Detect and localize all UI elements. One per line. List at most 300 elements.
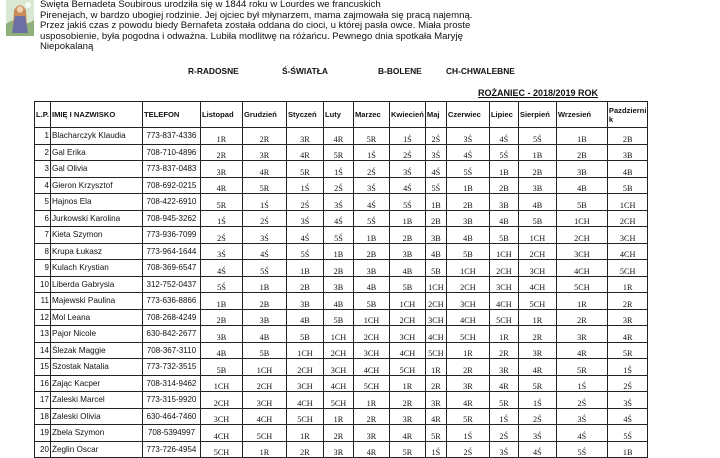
mystery-cell: 3B [323,276,353,293]
legend-chwalebne: CH-CHWALEBNE [446,66,515,76]
mystery-cell: 4CH [489,293,518,310]
participant-name: Mol Leana [50,309,142,326]
mystery-cell: 1CH [353,309,389,326]
row-number: 17 [35,392,51,409]
mystery-cell: 5CH [242,425,286,442]
mystery-cell: 3B [286,293,323,310]
mystery-cell: 3B [353,260,389,277]
mystery-cell: 5R [200,194,242,211]
mystery-cell: 5R [607,342,648,359]
participant-name: Gieron Krzysztof [50,177,142,194]
table-row [35,309,648,326]
mystery-cell: 1B [242,276,286,293]
table-row [35,227,648,244]
table-row [35,359,648,376]
mystery-cell: 2Ś [353,161,389,178]
intro-paragraph [40,0,600,53]
mystery-cell: 2CH [446,276,489,293]
mystery-cell: 5Ś [446,161,489,178]
mystery-cell: 5Ś [323,227,353,244]
mystery-cell: 3Ś [242,227,286,244]
column-header: IMIĘ I NAZWISKO [50,102,142,128]
mystery-cell: 3CH [556,243,607,260]
mystery-cell: 1Ś [323,161,353,178]
mystery-cell: 4CH [518,276,556,293]
mystery-cell: 2CH [489,260,518,277]
table-row [35,144,648,161]
mystery-cell: 4CH [242,408,286,425]
mystery-cell: 5Ś [286,243,323,260]
mystery-cell: 2R [389,392,425,409]
participant-phone: 708-314-9462 [142,375,200,392]
mystery-cell: 1Ś [489,408,518,425]
mystery-cell: 1B [518,144,556,161]
mystery-cell: 1R [425,359,446,376]
mystery-cell: 1R [556,293,607,310]
mystery-cell: 1R [489,326,518,343]
mystery-cell: 2B [607,128,648,145]
mystery-cell: 2CH [353,326,389,343]
table-row [35,425,648,442]
mystery-cell: 3CH [323,359,353,376]
mystery-cell: 4B [353,276,389,293]
mystery-cell: 2B [556,144,607,161]
row-number: 14 [35,342,51,359]
participant-phone: 773-636-8866 [142,293,200,310]
row-number: 8 [35,243,51,260]
mystery-cell: 1CH [242,359,286,376]
mystery-cell: 2R [518,326,556,343]
mystery-cell: 2B [200,309,242,326]
mystery-cell: 5R [556,359,607,376]
mystery-cell: 3R [286,128,323,145]
row-number: 7 [35,227,51,244]
mystery-cell: 2B [518,161,556,178]
mystery-cell: 5R [323,144,353,161]
mystery-cell: 5B [389,276,425,293]
mystery-cell: 4CH [389,342,425,359]
mystery-cell: 5Ś [389,194,425,211]
mystery-cell: 4CH [323,375,353,392]
mystery-cell: 4B [607,161,648,178]
mystery-cell: 1B [489,161,518,178]
mystery-cell: 1B [607,441,648,458]
column-header: Lipiec [489,102,518,128]
row-number: 15 [35,359,51,376]
table-body [35,128,648,458]
mystery-cell: 4CH [607,243,648,260]
mystery-cell: 5CH [556,276,607,293]
mystery-cell: 4R [353,441,389,458]
mystery-cell: 1R [389,375,425,392]
column-header: Marzec [353,102,389,128]
mystery-cell: 3Ś [518,425,556,442]
mystery-cell: 1Ś [556,375,607,392]
row-number: 2 [35,144,51,161]
mystery-cell: 4Ś [446,144,489,161]
column-header: Luty [323,102,353,128]
mystery-cell: 4Ś [389,177,425,194]
row-number: 19 [35,425,51,442]
mystery-cell: 4CH [556,260,607,277]
mystery-cell: 3CH [353,342,389,359]
mystery-cell: 3Ś [200,243,242,260]
mystery-cell: 1CH [607,194,648,211]
intro-line: usposobienie, była pogodna i odważna. Lubiła modlitwę na różańcu. Pewnego dnia spotkała Maryję [40,30,463,42]
column-header: Sierpień [518,102,556,128]
participant-phone: 708-367-3110 [142,342,200,359]
intro-line: Święta Bernadeta Soubirous urodziła się w 1844 roku w Lourdes we francuskich [40,0,381,10]
mystery-cell: 5CH [425,342,446,359]
mystery-cell: 2B [353,243,389,260]
mystery-cell: 5B [518,210,556,227]
mystery-cell: 5CH [446,326,489,343]
mystery-cell: 2CH [389,309,425,326]
participant-phone: 312-752-0437 [142,276,200,293]
mystery-cell: 3B [489,194,518,211]
mystery-cell: 2B [489,177,518,194]
mystery-cell: 4Ś [242,243,286,260]
rosary-schedule-table [34,101,648,458]
table-row [35,128,648,145]
mystery-cell: 3CH [607,227,648,244]
row-number: 11 [35,293,51,310]
mystery-cell: 1Ś [446,425,489,442]
mystery-cell: 5B [556,194,607,211]
row-number: 9 [35,260,51,277]
participant-name: Hajnos Ela [50,194,142,211]
column-header: Grudzień [242,102,286,128]
mystery-cell: 1Ś [518,392,556,409]
mystery-cell: 5R [389,441,425,458]
mystery-cell: 2CH [323,342,353,359]
mystery-cell: 4B [242,326,286,343]
mystery-cell: 1Ś [389,128,425,145]
mystery-cell: 2R [200,144,242,161]
participant-phone: 773-837-0483 [142,161,200,178]
participant-phone: 708-369-6547 [142,260,200,277]
mystery-cell: 2Ś [323,177,353,194]
mystery-cell: 3CH [518,260,556,277]
mystery-cell: 3Ś [489,441,518,458]
mystery-cell: 4CH [286,392,323,409]
mystery-cell: 4Ś [489,128,518,145]
legend-radosne: R-RADOSNE [188,66,239,76]
mystery-cell: 3B [607,144,648,161]
mystery-cell: 2CH [425,293,446,310]
participant-phone: 773-964-1644 [142,243,200,260]
mystery-cell: 1R [446,342,489,359]
mystery-cell: 5Ś [242,260,286,277]
mystery-cell: 3CH [200,408,242,425]
mystery-cell: 1CH [518,227,556,244]
mystery-cell: 1CH [489,243,518,260]
mystery-cell: 2Ś [446,441,489,458]
row-number: 3 [35,161,51,178]
mystery-cell: 2CH [286,359,323,376]
mystery-cell: 5R [489,392,518,409]
mystery-cell: 3B [556,161,607,178]
mystery-cell: 4B [425,243,446,260]
row-number: 20 [35,441,51,458]
mystery-cell: 4Ś [200,260,242,277]
mystery-cell: 1Ś [242,194,286,211]
participant-name: Żeglin Oscar [50,441,142,458]
row-number: 12 [35,309,51,326]
table-row [35,260,648,277]
mystery-cell: 4R [242,161,286,178]
table-row [35,177,648,194]
mystery-cell: 4B [389,260,425,277]
participant-name: Gal Olivia [50,161,142,178]
mystery-cell: 5CH [389,359,425,376]
table-row [35,441,648,458]
mystery-cell: 3Ś [607,392,648,409]
mystery-cell: 2R [425,375,446,392]
mystery-cell: 5R [353,128,389,145]
mystery-cell: 3B [425,227,446,244]
mystery-cell: 1R [323,408,353,425]
mystery-cell: 3CH [425,309,446,326]
mystery-cell: 3R [446,375,489,392]
participant-name: Blacharczyk Klaudia [50,128,142,145]
mystery-cell: 5Ś [200,276,242,293]
mystery-cell: 4R [518,359,556,376]
mystery-cell: 2Ś [389,144,425,161]
mystery-cell: 1B [446,177,489,194]
mystery-cell: 3R [556,326,607,343]
participant-name: Zaleski Olivia [50,408,142,425]
column-header: Listopad [200,102,242,128]
mystery-cell: 5CH [489,309,518,326]
mystery-cell: 3B [200,326,242,343]
mystery-cell: 5CH [607,260,648,277]
mystery-cell: 3R [607,309,648,326]
mystery-cell: 3CH [389,326,425,343]
mystery-cell: 1B [323,243,353,260]
mystery-cell: 4Ś [425,161,446,178]
mystery-cell: 5B [446,243,489,260]
participant-phone: 708-268-4249 [142,309,200,326]
mystery-cell: 3Ś [446,128,489,145]
mystery-cell: 5CH [518,293,556,310]
mystery-cell: 4Ś [353,194,389,211]
mystery-cell: 2R [286,441,323,458]
row-number: 4 [35,177,51,194]
mystery-cell: 5CH [286,408,323,425]
mystery-cell: 2Ś [200,227,242,244]
participant-phone: 773-726-4954 [142,441,200,458]
participant-name: Pajor Nicole [50,326,142,343]
mystery-cell: 2Ś [607,375,648,392]
mystery-cell: 2B [286,276,323,293]
mystery-cell: 3CH [446,293,489,310]
mystery-cell: 4B [446,227,489,244]
mystery-cell: 4B [556,177,607,194]
mystery-cell: 2R [607,293,648,310]
mystery-cell: 2B [446,194,489,211]
mystery-cell: 4R [200,177,242,194]
table-row [35,326,648,343]
participant-name: Zbela Szymon [50,425,142,442]
mystery-cell: 2Ś [242,210,286,227]
mystery-cell: 5B [353,293,389,310]
mystery-cell: 4R [286,144,323,161]
mystery-cell: 4Ś [518,441,556,458]
mystery-cell: 1R [286,425,323,442]
column-header: Pazdzierni k [607,102,648,128]
mystery-cell: 1R [200,128,242,145]
mystery-cell: 5Ś [353,210,389,227]
table-row [35,375,648,392]
mystery-cell: 3R [425,392,446,409]
table-row [35,194,648,211]
row-number: 16 [35,375,51,392]
mystery-cell: 5CH [353,375,389,392]
mystery-cell: 1Ś [607,359,648,376]
mystery-cell: 3Ś [286,210,323,227]
legend-bolesne: B-BOLENE [378,66,422,76]
mystery-cell: 2Ś [556,392,607,409]
schedule-title: ROŻANIEC - 2018/2019 ROK [478,88,599,98]
mystery-cell: 1CH [286,342,323,359]
mystery-cell: 3R [200,161,242,178]
mystery-cell: 4B [323,293,353,310]
mystery-cell: 4B [489,210,518,227]
participant-phone: 708-945-3262 [142,210,200,227]
mystery-cell: 3R [489,359,518,376]
mystery-cell: 3CH [242,392,286,409]
mystery-cell: 4Ś [556,425,607,442]
mystery-cell: 5Ś [425,177,446,194]
mystery-cell: 1B [425,194,446,211]
mystery-cell: 2B [389,227,425,244]
mystery-cell: 4R [389,425,425,442]
mystery-cell: 5B [425,260,446,277]
mystery-cell: 4R [425,408,446,425]
mystery-cell: 2R [489,342,518,359]
mystery-cell: 1R [242,441,286,458]
table-row [35,408,648,425]
participant-phone: 708-422-6910 [142,194,200,211]
row-number: 13 [35,326,51,343]
mystery-cell: 4CH [425,326,446,343]
mystery-cell: 2R [242,128,286,145]
mystery-cell: 1CH [556,210,607,227]
table-row [35,161,648,178]
participant-name: Liberda Gabrysia [50,276,142,293]
table-row [35,293,648,310]
participant-name: Zając Kacper [50,375,142,392]
mystery-cell: 1R [607,276,648,293]
participant-name: Gal Erika [50,144,142,161]
mystery-cell: 1CH [200,375,242,392]
mystery-cell: 2R [446,359,489,376]
row-number: 5 [35,194,51,211]
table-row [35,342,648,359]
mystery-cell: 3Ś [389,161,425,178]
table-header-row [35,102,648,128]
participant-name: Kieta Szymon [50,227,142,244]
intro-line: Przez jakiś czas z powodu biedy Bernafeta została oddana do cioci, u której pasła owce. Miała proste [40,20,471,32]
mystery-cell: 4R [323,128,353,145]
row-number: 18 [35,408,51,425]
mystery-cell: 5R [446,408,489,425]
mystery-cell: 3Ś [323,194,353,211]
mystery-cell: 5R [518,375,556,392]
column-header: L.P. [35,102,51,128]
mystery-cell: 1B [286,260,323,277]
row-number: 6 [35,210,51,227]
mystery-cell: 5Ś [556,441,607,458]
mystery-cell: 4Ś [323,210,353,227]
mystery-cell: 4CH [446,309,489,326]
participant-phone: 708-5394997 [142,425,200,442]
mystery-cell: 1B [353,227,389,244]
mystery-cell: 2Ś [518,408,556,425]
mystery-cell: 5B [242,342,286,359]
row-number: 10 [35,276,51,293]
participant-name: Szostak Natalia [50,359,142,376]
mystery-cell: 4B [200,342,242,359]
mystery-cell: 1Ś [200,210,242,227]
mystery-cell: 4CH [353,359,389,376]
mystery-cell: 3Ś [556,408,607,425]
mystery-cell: 5B [200,359,242,376]
participant-name: Krupa Łukasz [50,243,142,260]
mystery-cell: 2CH [556,227,607,244]
mystery-cell: 5Ś [607,425,648,442]
mystery-cell: 5B [323,309,353,326]
column-header: Maj [425,102,446,128]
mystery-cell: 2R [556,309,607,326]
participant-phone: 708-692-0215 [142,177,200,194]
column-header: TELEFON [142,102,200,128]
mystery-cell: 2CH [607,210,648,227]
mystery-cell: 5R [425,425,446,442]
mystery-cell: 1R [353,392,389,409]
mystery-cell: 1B [200,293,242,310]
mystery-cell: 4Ś [286,227,323,244]
mystery-cell: 2B [425,210,446,227]
mystery-cell: 5Ś [518,128,556,145]
intro-line: Pirenejach, w bardzo ubogiej rodzinie. Jej ojciec był młynarzem, mama zajmowała się pracą najemną. [40,9,473,21]
participant-phone: 630-464-7460 [142,408,200,425]
participant-phone: 708-710-4896 [142,144,200,161]
participant-name: Zaleski Marcel [50,392,142,409]
table-row [35,210,648,227]
mystery-cell: 2B [242,293,286,310]
participant-phone: 773-315-9920 [142,392,200,409]
legend-swiatla: Ś-ŚWIATŁA [282,66,328,76]
mystery-cell: 3CH [489,276,518,293]
participant-phone: 773-732-3515 [142,359,200,376]
mystery-cell: 4R [446,392,489,409]
mystery-cell: 5Ś [489,144,518,161]
mystery-cell: 3Ś [425,144,446,161]
mystery-cell: 4R [556,342,607,359]
mystery-cell: 2Ś [425,128,446,145]
mystery-cell: 3B [518,177,556,194]
mystery-cell: 4CH [200,425,242,442]
mystery-cell: 1Ś [425,441,446,458]
participant-phone: 773-936-7099 [142,227,200,244]
mystery-cell: 5R [242,177,286,194]
mystery-cell: 4R [607,326,648,343]
mystery-cell: 1B [556,128,607,145]
participant-name: Ślezak Maggie [50,342,142,359]
participant-name: Kulach Krystian [50,260,142,277]
